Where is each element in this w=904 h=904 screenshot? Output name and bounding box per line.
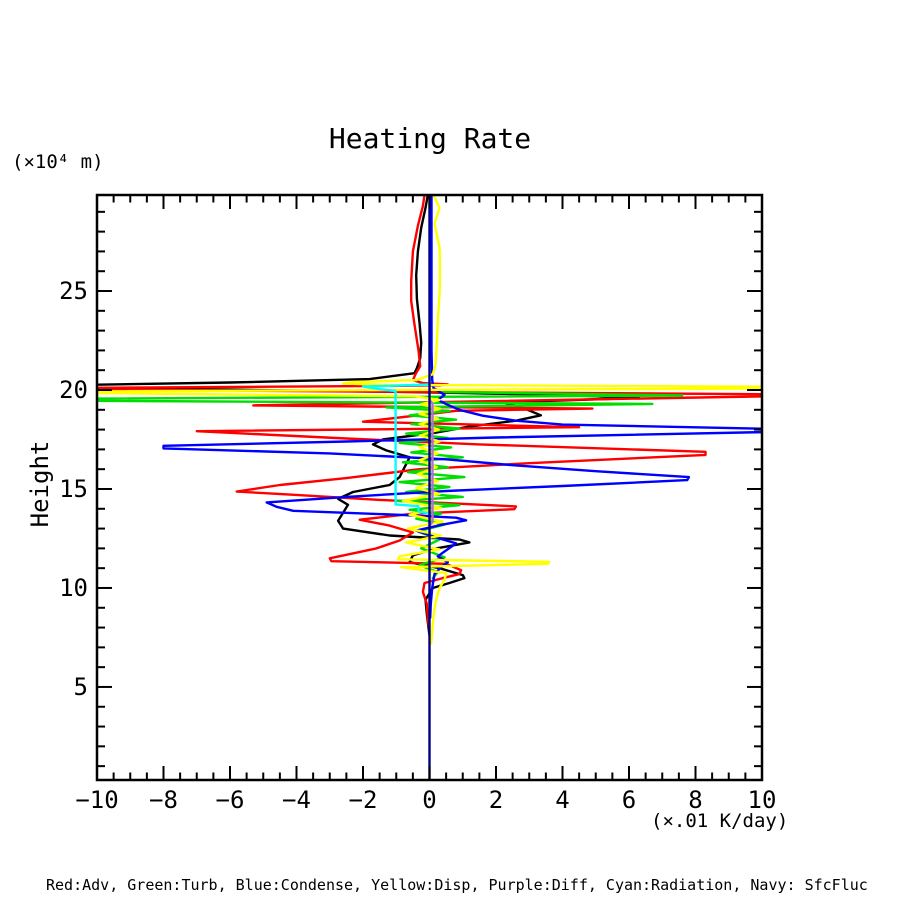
x-axis-unit-label: (×.01 K/day) — [651, 810, 789, 832]
x-tick-label: −4 — [282, 786, 311, 814]
x-tick-label: −10 — [75, 786, 119, 814]
x-tick-label: 2 — [488, 786, 504, 814]
x-tick-label: −2 — [348, 786, 378, 814]
y-tick-label: 5 — [73, 672, 88, 701]
x-tick-label: 8 — [688, 786, 703, 814]
y-axis-unit-label: (×10⁴ m) — [12, 151, 104, 173]
x-tick-label: 4 — [555, 786, 570, 814]
y-axis-title: Height — [26, 440, 54, 528]
series-black-unlabeled-line — [70, 195, 639, 636]
y-tick-label: 25 — [59, 277, 88, 306]
x-tick-label: −6 — [215, 786, 245, 814]
x-tick-label: 0 — [422, 786, 437, 814]
x-tick-label: 6 — [621, 786, 637, 814]
y-tick-labels — [59, 277, 88, 701]
y-tick-label: 10 — [59, 573, 88, 602]
y-tick-label: 15 — [59, 474, 88, 503]
chart-title: Heating Rate — [328, 122, 532, 155]
legend-caption: Red:Adv, Green:Turb, Blue:Condense, Yellow:Disp, Purple:Diff, Cyan:Radiation, Navy: SfcFluc — [46, 876, 868, 894]
x-tick-label: −8 — [149, 786, 178, 814]
y-tick-label: 20 — [59, 376, 88, 404]
data-series — [70, 195, 788, 780]
x-tick-label: 10 — [747, 786, 777, 814]
